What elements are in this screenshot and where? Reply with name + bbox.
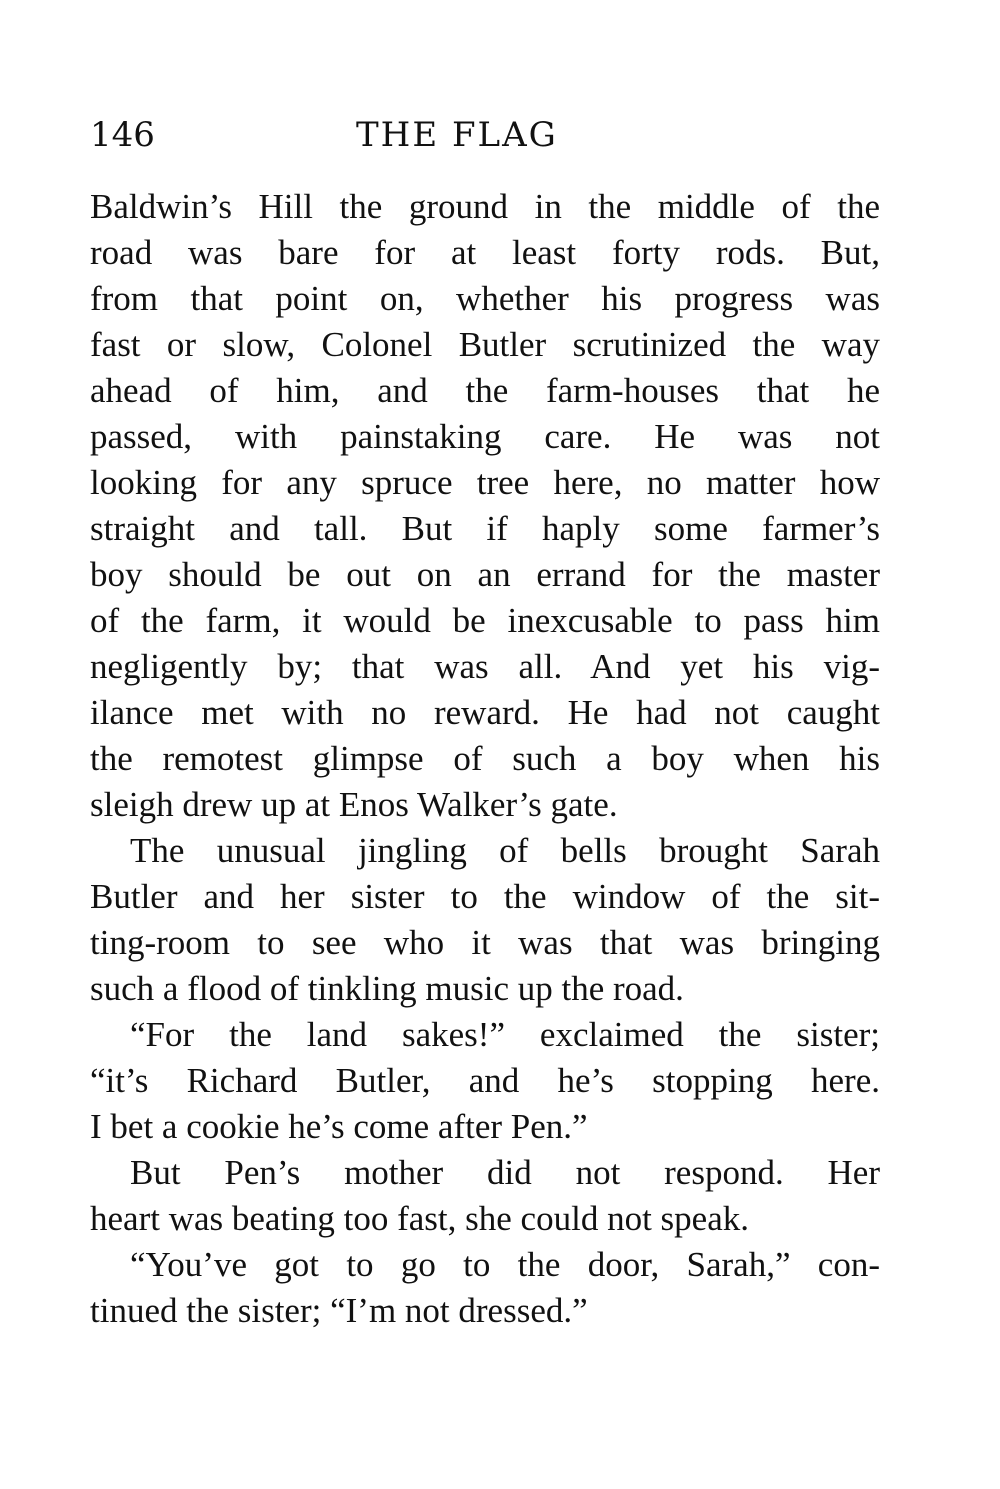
text-line: negligently by; that was all. And yet his vig- bbox=[90, 647, 880, 686]
text-line: boy should be out on an errand for the master bbox=[90, 555, 880, 594]
paragraph-5 bbox=[90, 1242, 880, 1334]
running-title: THE FLAG bbox=[356, 115, 558, 155]
paragraph-2 bbox=[90, 828, 880, 1012]
body-text bbox=[90, 184, 880, 1334]
text-line: looking for any spruce tree here, no matter how bbox=[90, 463, 880, 502]
text-line: straight and tall. But if haply some farmer’s bbox=[90, 509, 880, 548]
text-line: sleigh drew up at Enos Walker’s gate. bbox=[90, 785, 618, 824]
paragraph-1 bbox=[90, 184, 880, 828]
text-line: But Pen’s mother did not respond. Her bbox=[130, 1153, 880, 1192]
text-line: I bet a cookie he’s come after Pen.” bbox=[90, 1107, 588, 1146]
text-line: road was bare for at least forty rods. But, bbox=[90, 233, 880, 272]
text-line: Baldwin’s Hill the ground in the middle of the bbox=[90, 187, 880, 226]
paragraph-3 bbox=[90, 1012, 880, 1150]
text-line: of the farm, it would be inexcusable to pass him bbox=[90, 601, 880, 640]
running-head bbox=[90, 110, 880, 160]
text-line: ilance met with no reward. He had not caught bbox=[90, 693, 880, 732]
text-line: fast or slow, Colonel Butler scrutinized the way bbox=[90, 325, 880, 364]
text-line: ting-room to see who it was that was bringing bbox=[90, 923, 880, 962]
text-line: “For the land sakes!” exclaimed the sister; bbox=[130, 1015, 880, 1054]
text-line: “it’s Richard Butler, and he’s stopping here. bbox=[90, 1061, 880, 1100]
text-line: The unusual jingling of bells brought Sarah bbox=[130, 831, 880, 870]
page-number: 146 bbox=[90, 115, 155, 155]
text-line: passed, with painstaking care. He was not bbox=[90, 417, 880, 456]
text-line: the remotest glimpse of such a boy when his bbox=[90, 739, 880, 778]
text-line: “You’ve got to go to the door, Sarah,” con- bbox=[130, 1245, 880, 1284]
text-line: such a flood of tinkling music up the road. bbox=[90, 969, 684, 1008]
paragraph-4 bbox=[90, 1150, 880, 1242]
text-line: tinued the sister; “I’m not dressed.” bbox=[90, 1291, 588, 1330]
text-line: from that point on, whether his progress was bbox=[90, 279, 880, 318]
book-page bbox=[90, 110, 880, 1334]
text-line: ahead of him, and the farm-houses that he bbox=[90, 371, 880, 410]
text-line: heart was beating too fast, she could not speak. bbox=[90, 1199, 749, 1238]
text-line: Butler and her sister to the window of the sit- bbox=[90, 877, 880, 916]
